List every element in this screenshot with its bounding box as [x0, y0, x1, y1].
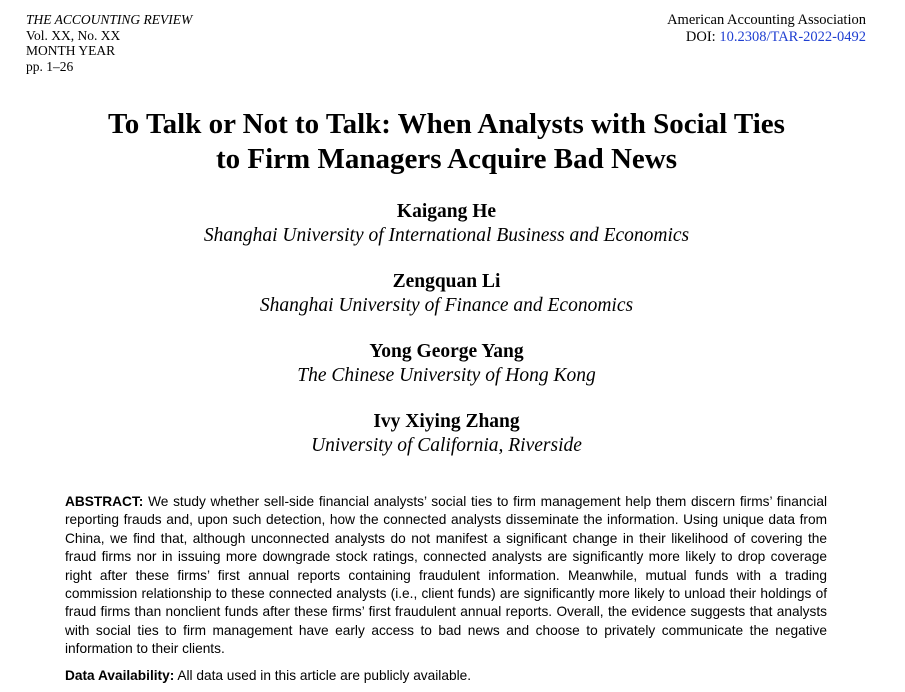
doi-line — [667, 29, 866, 46]
data-availability-text: All data used in this article are publicly available. — [177, 668, 472, 683]
author-name: Ivy Xiying Zhang — [373, 411, 520, 432]
issue-date: MONTH YEAR — [26, 43, 116, 58]
abstract — [65, 493, 827, 659]
author-list — [0, 200, 893, 480]
publisher-name: American Accounting Association — [667, 12, 866, 28]
author-name: Kaigang He — [396, 201, 497, 222]
author-affiliation: The Chinese University of Hong Kong — [297, 365, 596, 386]
author-affiliation: Shanghai University of Finance and Economics — [259, 295, 634, 316]
author-block — [0, 410, 893, 458]
journal-name: THE ACCOUNTING REVIEW — [26, 12, 193, 27]
volume-info: Vol. XX, No. XX — [26, 27, 121, 43]
data-availability-label: Data Availability: — [65, 668, 175, 683]
publisher-header — [667, 12, 866, 46]
doi-link[interactable]: 10.2308/TAR-2022-0492 — [719, 29, 866, 45]
title-line-1: To Talk or Not to Talk: When Analysts with Social Ties — [108, 108, 785, 140]
author-name: Zengquan Li — [392, 271, 501, 292]
author-block — [0, 270, 893, 318]
doi-label: DOI: — [685, 29, 716, 45]
title-line-2: to Firm Managers Acquire Bad News — [216, 143, 677, 175]
page-range: pp. 1–26 — [26, 58, 74, 74]
author-affiliation: University of California, Riverside — [311, 435, 582, 456]
paper-title — [0, 107, 893, 177]
author-block — [0, 340, 893, 388]
abstract-label: ABSTRACT: — [65, 494, 144, 509]
journal-header — [26, 12, 192, 74]
abstract-text: We study whether sell-side financial analysts’ social ties to firm management help them discern firms’ financial reporting frauds and, upon such detection, how the connected analysts disseminate the information. Using unique data from China, we find that, although unconnected analysts do not manifest a significant change in their likelihood of covering the fraud firms nor in issuing more downgrade stock ratings, connected analysts are significantly more likely to drop coverage right after these firms’ first annual reports containing fraudulent information. Meanwhile, mutual funds with a trading commission relationship to these connected analysts (i.e., client funds) are significantly more likely to unload their holdings of fraud firms than nonclient funds after these firms’ first fraudulent annual reports. Overall, the evidence suggests that analysts with social ties to firm management have early access to bad news and choose to privately communicate the negative information to their clients. — [65, 494, 828, 657]
author-name: Yong George Yang — [369, 341, 524, 362]
data-availability — [65, 667, 827, 685]
author-block — [0, 200, 893, 248]
author-affiliation: Shanghai University of International Business and Economics — [203, 225, 690, 246]
